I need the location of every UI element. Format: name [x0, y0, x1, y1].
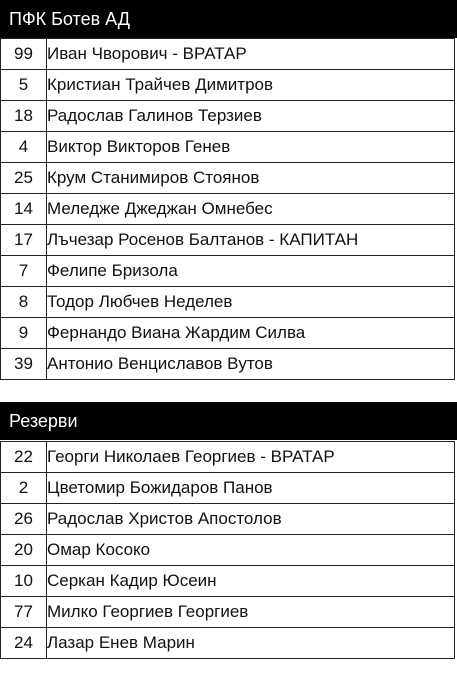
team-header: ПФК Ботев АД	[0, 0, 457, 38]
player-row	[1, 504, 455, 535]
player-row	[1, 163, 455, 194]
player-number: 8	[1, 287, 47, 318]
player-row	[1, 132, 455, 163]
player-name: Георги Николаев Георгиев - ВРАТАР	[47, 442, 455, 473]
player-row	[1, 39, 455, 70]
reserves-header: Резерви	[0, 402, 457, 440]
player-name: Цветомир Божидаров Панов	[47, 473, 455, 504]
player-row	[1, 473, 455, 504]
player-row	[1, 287, 455, 318]
player-row	[1, 318, 455, 349]
player-number: 20	[1, 535, 47, 566]
player-name: Иван Чворович - ВРАТАР	[47, 39, 455, 70]
player-name: Серкан Кадир Юсеин	[47, 566, 455, 597]
player-name: Лъчезар Росенов Балтанов - КАПИТАН	[47, 225, 455, 256]
starting-lineup-body	[1, 39, 455, 380]
player-row	[1, 225, 455, 256]
player-name: Радослав Галинов Терзиев	[47, 101, 455, 132]
player-row	[1, 256, 455, 287]
player-row	[1, 101, 455, 132]
player-number: 99	[1, 39, 47, 70]
player-row	[1, 349, 455, 380]
player-row	[1, 194, 455, 225]
player-name: Меледже Джеджан Омнебес	[47, 194, 455, 225]
player-name: Тодор Любчев Неделев	[47, 287, 455, 318]
reserves-table	[0, 441, 455, 659]
player-row	[1, 442, 455, 473]
starting-lineup-table	[0, 38, 455, 380]
player-number: 18	[1, 101, 47, 132]
reserves-body	[1, 442, 455, 659]
player-number: 10	[1, 566, 47, 597]
player-row	[1, 535, 455, 566]
player-row	[1, 597, 455, 628]
player-row	[1, 566, 455, 597]
player-row	[1, 628, 455, 659]
player-name: Кристиан Трайчев Димитров	[47, 70, 455, 101]
player-number: 39	[1, 349, 47, 380]
player-row	[1, 70, 455, 101]
player-number: 22	[1, 442, 47, 473]
player-number: 14	[1, 194, 47, 225]
player-name: Омар Косоко	[47, 535, 455, 566]
player-name: Фернандо Виана Жардим Силва	[47, 318, 455, 349]
player-name: Виктор Викторов Генев	[47, 132, 455, 163]
player-number: 7	[1, 256, 47, 287]
player-number: 25	[1, 163, 47, 194]
player-name: Фелипе Бризола	[47, 256, 455, 287]
player-name: Милко Георгиев Георгиев	[47, 597, 455, 628]
player-number: 17	[1, 225, 47, 256]
player-number: 2	[1, 473, 47, 504]
player-name: Лазар Енев Марин	[47, 628, 455, 659]
player-number: 26	[1, 504, 47, 535]
player-number: 4	[1, 132, 47, 163]
player-number: 9	[1, 318, 47, 349]
player-name: Радослав Христов Апостолов	[47, 504, 455, 535]
player-name: Антонио Венциславов Вутов	[47, 349, 455, 380]
player-number: 77	[1, 597, 47, 628]
player-number: 5	[1, 70, 47, 101]
player-number: 24	[1, 628, 47, 659]
player-name: Крум Станимиров Стоянов	[47, 163, 455, 194]
